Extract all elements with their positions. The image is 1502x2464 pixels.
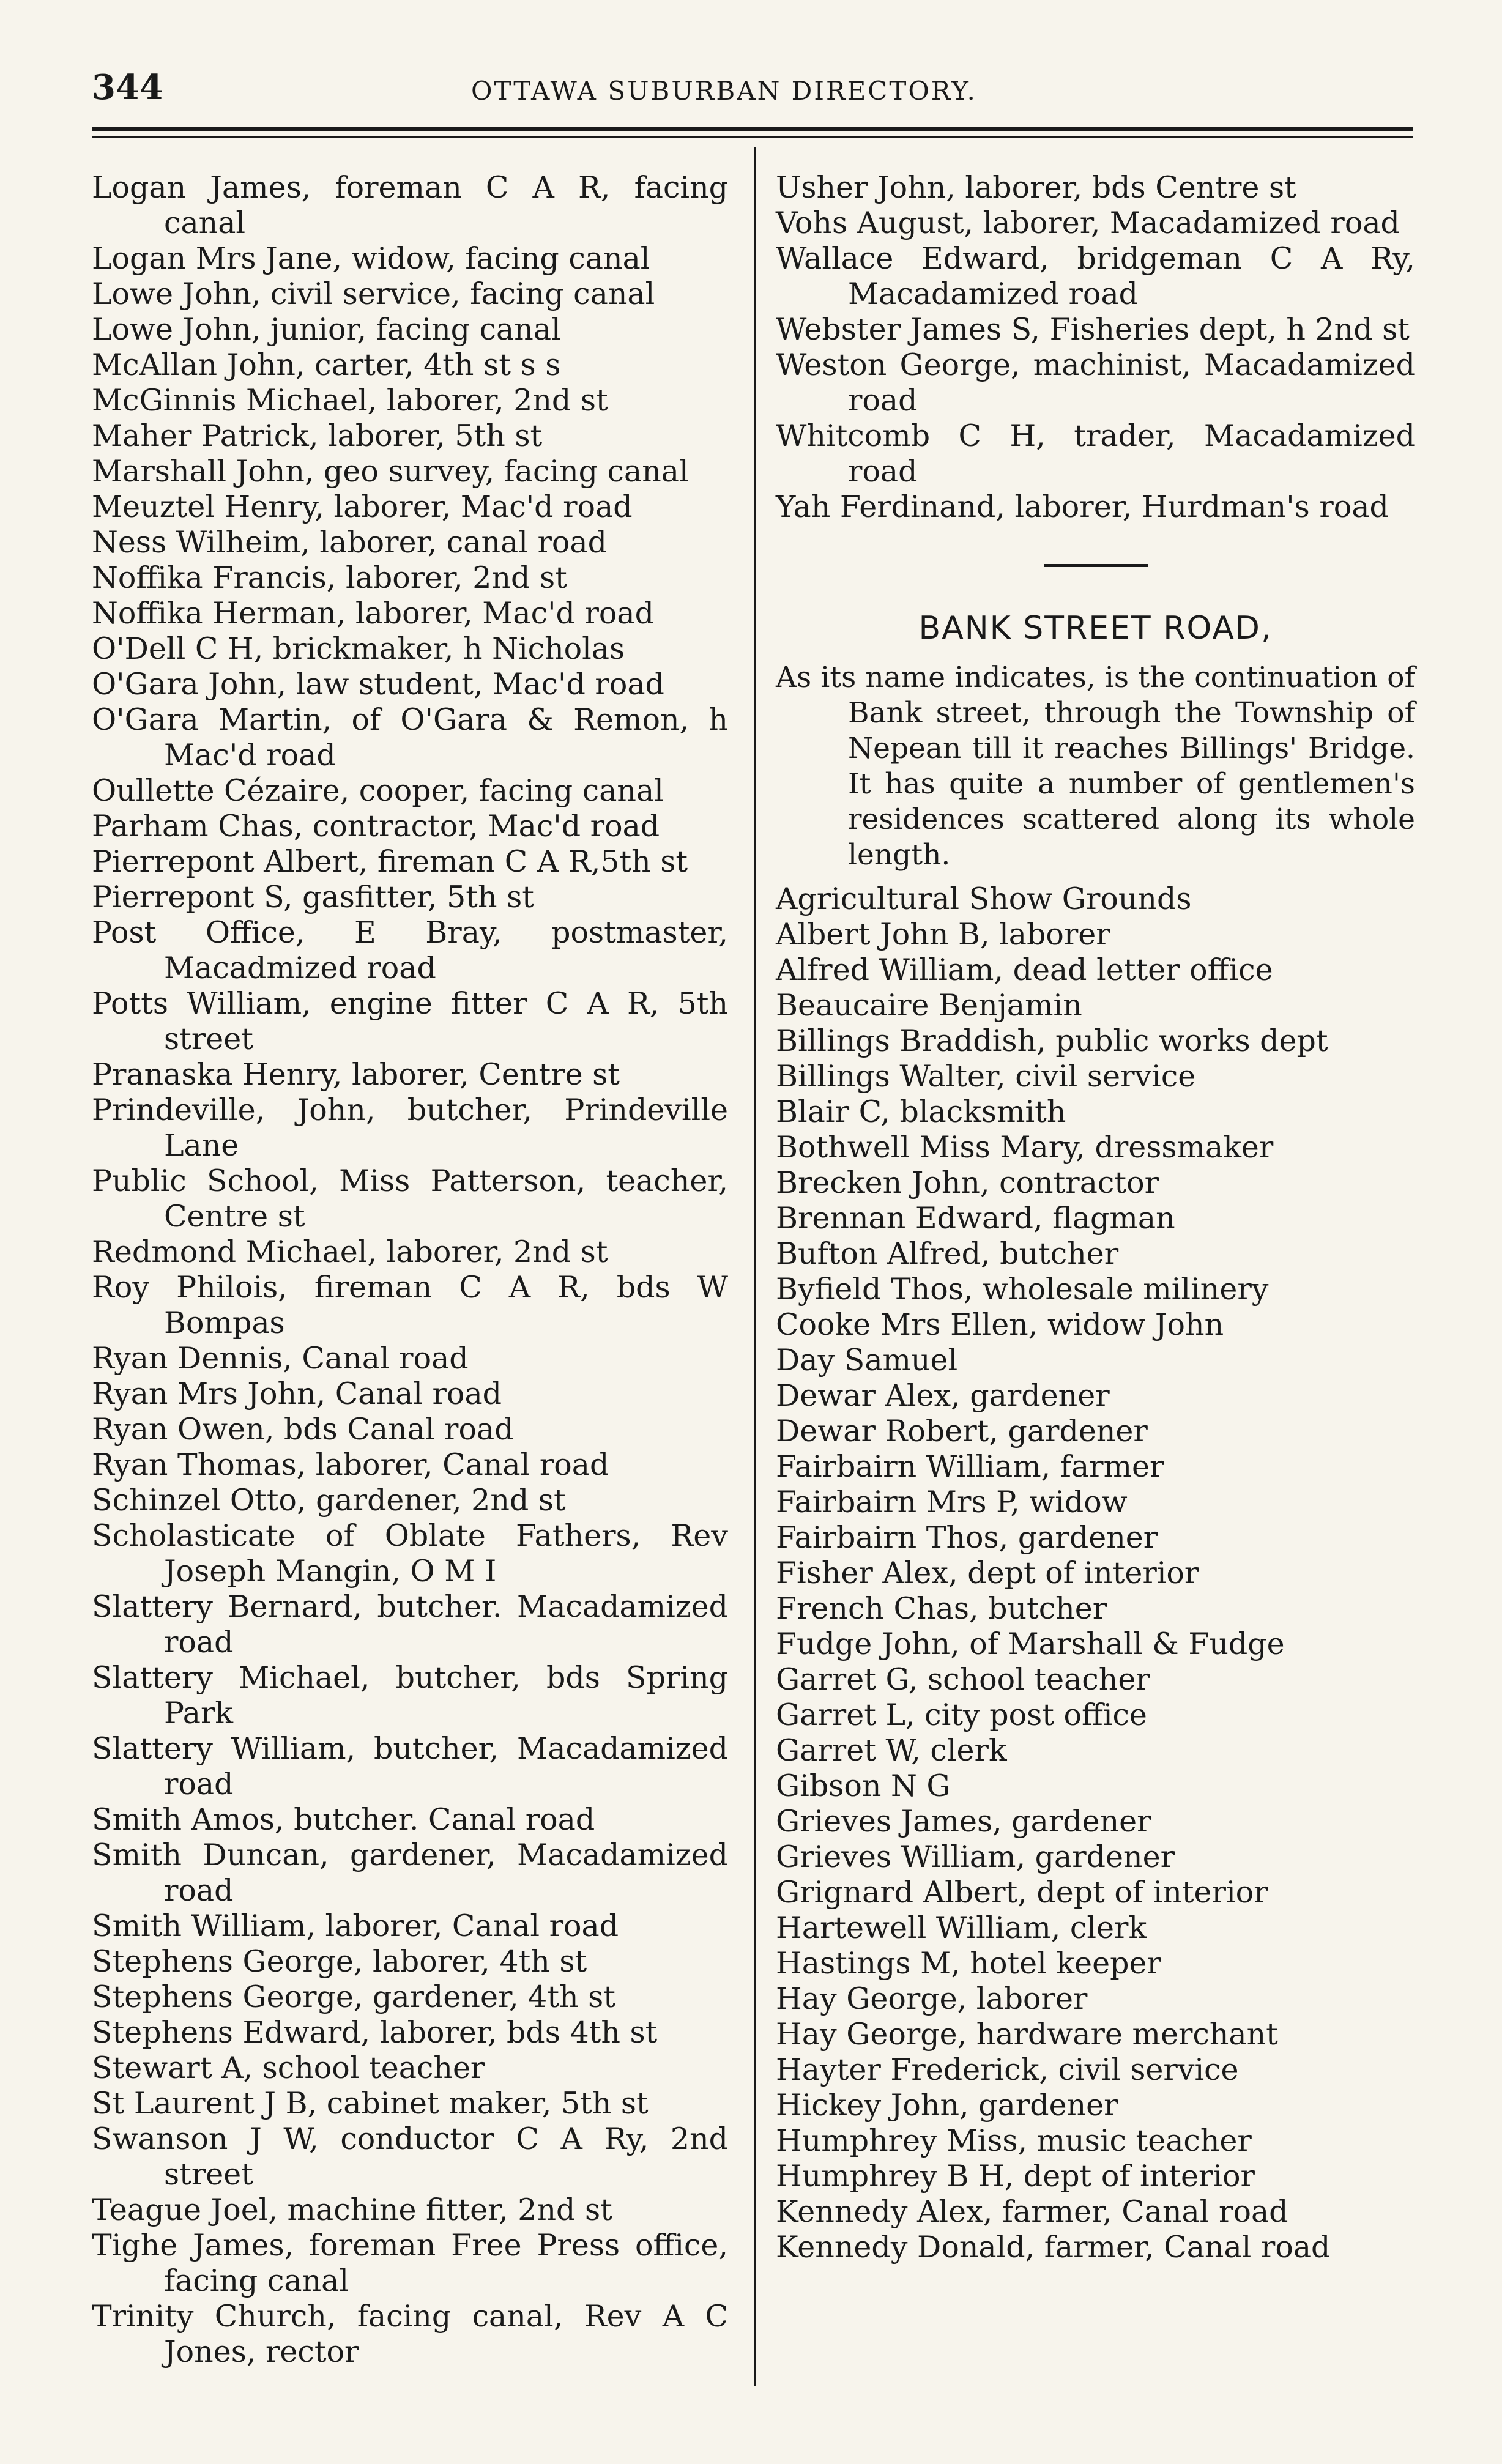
directory-entry: Trinity Church, facing canal, Rev A C Jones, rector (92, 2299, 728, 2369)
directory-entry: Prindeville, John, butcher, Prindeville Lane (92, 1093, 728, 1163)
directory-entry: Wallace Edward, bridgeman C A Ry, Macadamized road (776, 241, 1415, 311)
directory-entry: O'Gara John, law student, Mac'd road (92, 667, 664, 702)
directory-entry: French Chas, butcher (776, 1591, 1107, 1626)
directory-entry: Ryan Dennis, Canal road (92, 1341, 469, 1376)
directory-entry: Marshall John, geo survey, facing canal (92, 454, 689, 489)
directory-entry: Lowe John, civil service, facing canal (92, 276, 655, 311)
directory-entry: Fairbairn Mrs P, widow (776, 1485, 1128, 1520)
header-rule-thin (92, 136, 1413, 138)
directory-entry: Oullette Cézaire, cooper, facing canal (92, 773, 664, 808)
directory-entry: Slattery William, butcher, Macadamized road (92, 1731, 728, 1802)
directory-entry: Garret L, city post office (776, 1698, 1147, 1732)
directory-entry: Grieves James, gardener (776, 1804, 1151, 1839)
directory-entry: Bufton Alfred, butcher (776, 1236, 1119, 1271)
directory-entry: Hickey John, gardener (776, 2088, 1118, 2123)
directory-entry: Humphrey Miss, music teacher (776, 2123, 1252, 2158)
directory-entry: Byfield Thos, wholesale milinery (776, 1272, 1269, 1307)
directory-entry: Stephens Edward, laborer, bds 4th st (92, 2015, 658, 2050)
directory-entry: Garret G, school teacher (776, 1662, 1150, 1697)
directory-entry: Kennedy Alex, farmer, Canal road (776, 2194, 1288, 2229)
directory-entry: Kennedy Donald, farmer, Canal road (776, 2230, 1331, 2265)
section-intro: As its name indicates, is the continuation of Bank street, through the Township of Nepean till it reaches Billings' Bridge. It has quite a number of gentlemen's residences scattered along its whole length. (776, 661, 1415, 872)
directory-entry: Hastings M, hotel keeper (776, 1946, 1161, 1981)
directory-entry: Albert John B, laborer (776, 917, 1110, 952)
directory-entry: Stephens George, laborer, 4th st (92, 1944, 587, 1979)
directory-entry: Lowe John, junior, facing canal (92, 312, 561, 347)
directory-entry: Fisher Alex, dept of interior (776, 1556, 1199, 1590)
directory-entry: O'Dell C H, brickmaker, h Nicholas (92, 631, 625, 666)
directory-entry: Public School, Miss Patterson, teacher, Centre st (92, 1163, 728, 1234)
directory-entry: Whitcomb C H, trader, Macadamized road (776, 418, 1415, 489)
directory-entry: Grignard Albert, dept of interior (776, 1875, 1268, 1910)
directory-entry: Logan Mrs Jane, widow, facing canal (92, 241, 650, 276)
directory-entry: Teague Joel, machine fitter, 2nd st (92, 2192, 612, 2227)
directory-entry: Smith William, laborer, Canal road (92, 1909, 619, 1943)
directory-entry: Billings Walter, civil service (776, 1059, 1196, 1094)
directory-entry: Fudge John, of Marshall & Fudge (776, 1627, 1285, 1661)
directory-entry: Schinzel Otto, gardener, 2nd st (92, 1483, 566, 1518)
directory-entry: Pierrepont S, gasfitter, 5th st (92, 880, 534, 915)
directory-entry: Hay George, laborer (776, 1981, 1088, 2016)
directory-entry: Fairbairn William, farmer (776, 1449, 1164, 1484)
directory-entry: Beaucaire Benjamin (776, 988, 1082, 1023)
running-title: OTTAWA SUBURBAN DIRECTORY. (471, 76, 977, 106)
directory-entry: Smith Amos, butcher. Canal road (92, 1802, 595, 1837)
directory-entry: Noffika Herman, laborer, Mac'd road (92, 596, 654, 631)
directory-entry: Smith Duncan, gardener, Macadamized road (92, 1838, 728, 1908)
directory-entry: Grieves William, gardener (776, 1839, 1175, 1874)
directory-entry: Usher John, laborer, bds Centre st (776, 170, 1296, 205)
directory-entry: Ryan Owen, bds Canal road (92, 1412, 514, 1447)
directory-entry: Slattery Bernard, butcher. Macadamized road (92, 1589, 728, 1660)
directory-entry: Day Samuel (776, 1343, 958, 1378)
directory-entry: Brennan Edward, flagman (776, 1201, 1175, 1236)
directory-entry: Post Office, E Bray, postmaster, Macadmized road (92, 915, 728, 985)
directory-entry: Slattery Michael, butcher, bds Spring Park (92, 1660, 728, 1731)
directory-entry: Stewart A, school teacher (92, 2050, 485, 2085)
directory-entry: Blair C, blacksmith (776, 1094, 1066, 1129)
directory-entry: Pranaska Henry, laborer, Centre st (92, 1057, 620, 1092)
directory-entry: Webster James S, Fisheries dept, h 2nd st (776, 312, 1410, 347)
directory-entry: Hay George, hardware merchant (776, 2017, 1278, 2052)
directory-entry: Gibson N G (776, 1768, 951, 1803)
page-number: 344 (92, 67, 163, 108)
directory-entry: Brecken John, contractor (776, 1165, 1159, 1200)
directory-entry: Dewar Robert, gardener (776, 1414, 1148, 1449)
section-heading: BANK STREET ROAD, (918, 610, 1273, 647)
header-rule-thick (92, 127, 1413, 131)
directory-entry: St Laurent J B, cabinet maker, 5th st (92, 2086, 649, 2121)
directory-entry: Potts William, engine fitter C A R, 5th street (92, 986, 728, 1056)
directory-entry: Pierrepont Albert, fireman C A R,5th st (92, 844, 688, 879)
left-column (92, 170, 728, 2370)
directory-entry: McGinnis Michael, laborer, 2nd st (92, 383, 608, 418)
directory-entry: Vohs August, laborer, Macadamized road (776, 206, 1400, 240)
directory-entry: Billings Braddish, public works dept (776, 1023, 1328, 1058)
directory-entry: Bothwell Miss Mary, dressmaker (776, 1130, 1274, 1165)
directory-entry: Hartewell William, clerk (776, 1910, 1147, 1945)
directory-entry: Swanson J W, conductor C A Ry, 2nd street (92, 2121, 728, 2192)
directory-entry: Ryan Mrs John, Canal road (92, 1376, 502, 1411)
directory-entry: Stephens George, gardener, 4th st (92, 1980, 615, 2014)
directory-entry: Ryan Thomas, laborer, Canal road (92, 1447, 609, 1482)
directory-entry: Humphrey B H, dept of interior (776, 2159, 1255, 2194)
column-divider (754, 147, 756, 2386)
directory-entry: McAllan John, carter, 4th st s s (92, 347, 561, 382)
page-header (92, 67, 1413, 116)
directory-entry: Redmond Michael, laborer, 2nd st (92, 1234, 608, 1269)
directory-entry: Dewar Alex, gardener (776, 1378, 1110, 1413)
directory-entry: Noffika Francis, laborer, 2nd st (92, 560, 567, 595)
directory-entry: Fairbairn Thos, gardener (776, 1520, 1158, 1555)
directory-entry: Meuztel Henry, laborer, Mac'd road (92, 489, 633, 524)
directory-entry: Agricultural Show Grounds (776, 881, 1192, 916)
directory-entry: Parham Chas, contractor, Mac'd road (92, 809, 660, 844)
directory-entry: Logan James, foreman C A R, facing canal (92, 170, 728, 240)
directory-entry: Scholasticate of Oblate Fathers, Rev Joseph Mangin, O M I (92, 1518, 728, 1589)
directory-entry: Hayter Frederick, civil service (776, 2052, 1239, 2087)
directory-entry: Ness Wilheim, laborer, canal road (92, 525, 607, 560)
right-column (776, 170, 1415, 2265)
section-separator (1044, 564, 1148, 567)
directory-entry: Weston George, machinist, Macadamized road (776, 347, 1415, 418)
directory-entry: Yah Ferdinand, laborer, Hurdman's road (776, 489, 1389, 524)
directory-entry: Cooke Mrs Ellen, widow John (776, 1307, 1224, 1342)
directory-entry: Roy Philois, fireman C A R, bds W Bompas (92, 1270, 728, 1340)
directory-entry: Tighe James, foreman Free Press office, facing canal (92, 2228, 728, 2298)
directory-entry: Maher Patrick, laborer, 5th st (92, 418, 543, 453)
directory-entry: Alfred William, dead letter office (776, 952, 1273, 987)
directory-entry: O'Gara Martin, of O'Gara & Remon, h Mac'd road (92, 702, 728, 773)
directory-entry: Garret W, clerk (776, 1733, 1007, 1768)
